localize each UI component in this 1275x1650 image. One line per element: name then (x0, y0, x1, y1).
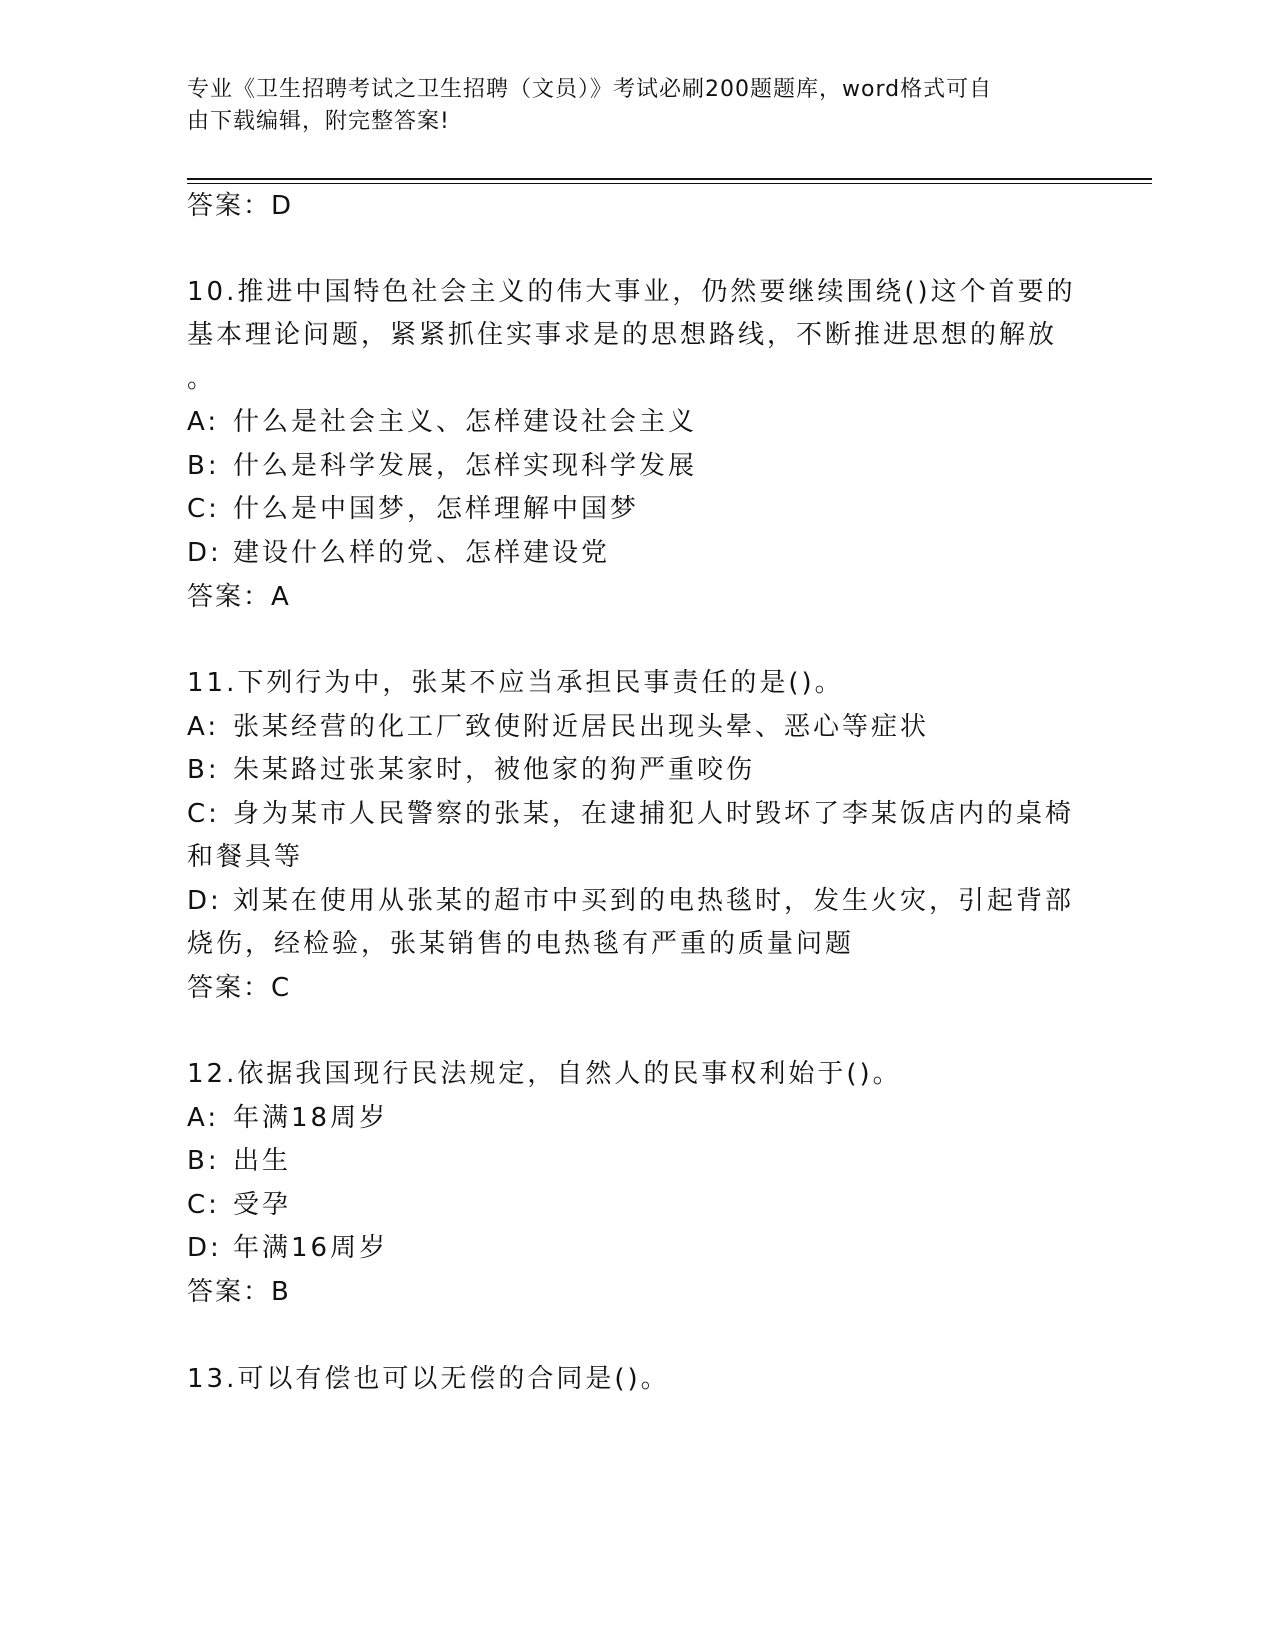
header-divider-thin (187, 183, 1152, 184)
previous-answer: 答案：D (187, 191, 294, 221)
question-10-option-b: B: 什么是科学发展，怎样实现科学发展 (187, 451, 698, 481)
question-11-option-d-cont: 烧伤，经检验，张某销售的电热毯有严重的质量问题 (187, 929, 855, 959)
question-11-option-c: C: 身为某市人民警察的张某，在逮捕犯人时毁坏了李某饭店内的桌椅 (187, 799, 1075, 829)
question-11-option-c-cont: 和餐具等 (187, 842, 304, 872)
question-11-answer: 答案：C (187, 973, 292, 1003)
question-11-option-a: A: 张某经营的化工厂致使附近居民出现头晕、恶心等症状 (187, 712, 930, 742)
question-12-option-b: B: 出生 (187, 1146, 292, 1176)
question-12-stem: 12.依据我国现行民法规定，自然人的民事权利始于()。 (187, 1059, 902, 1089)
question-10-option-a: A: 什么是社会主义、怎样建设社会主义 (187, 407, 698, 437)
question-10-stem-line-1: 10.推进中国特色社会主义的伟大事业，仍然要继续围绕()这个首要的 (187, 277, 1076, 307)
question-10-stem-line-2: 基本理论问题，紧紧抓住实事求是的思想路线，不断推进思想的解放 (187, 320, 1058, 350)
document-header (187, 74, 1067, 138)
question-12-option-c: C: 受孕 (187, 1190, 292, 1220)
header-divider (187, 178, 1152, 180)
question-10-option-c: C: 什么是中国梦，怎样理解中国梦 (187, 494, 640, 524)
question-10-option-d: D: 建设什么样的党、怎样建设党 (187, 538, 611, 568)
question-12-option-d: D: 年满16周岁 (187, 1233, 389, 1263)
question-10-answer: 答案：A (187, 582, 291, 612)
question-11-stem: 11.下列行为中，张某不应当承担民事责任的是()。 (187, 668, 844, 698)
question-10-stem-line-3: 。 (187, 364, 217, 394)
question-12-answer: 答案：B (187, 1277, 291, 1307)
header-line-1: 专业《卫生招聘考试之卫生招聘（文员）》考试必刷200题题库，word格式可自 (187, 77, 993, 102)
question-12-option-a: A: 年满18周岁 (187, 1103, 389, 1133)
header-line-2: 由下载编辑，附完整答案! (187, 109, 450, 134)
question-13-stem: 13.可以有偿也可以无偿的合同是()。 (187, 1364, 670, 1394)
question-11-option-d: D: 刘某在使用从张某的超市中买到的电热毯时，发生火灾，引起背部 (187, 886, 1075, 916)
question-11-option-b: B: 朱某路过张某家时，被他家的狗严重咬伤 (187, 755, 756, 785)
